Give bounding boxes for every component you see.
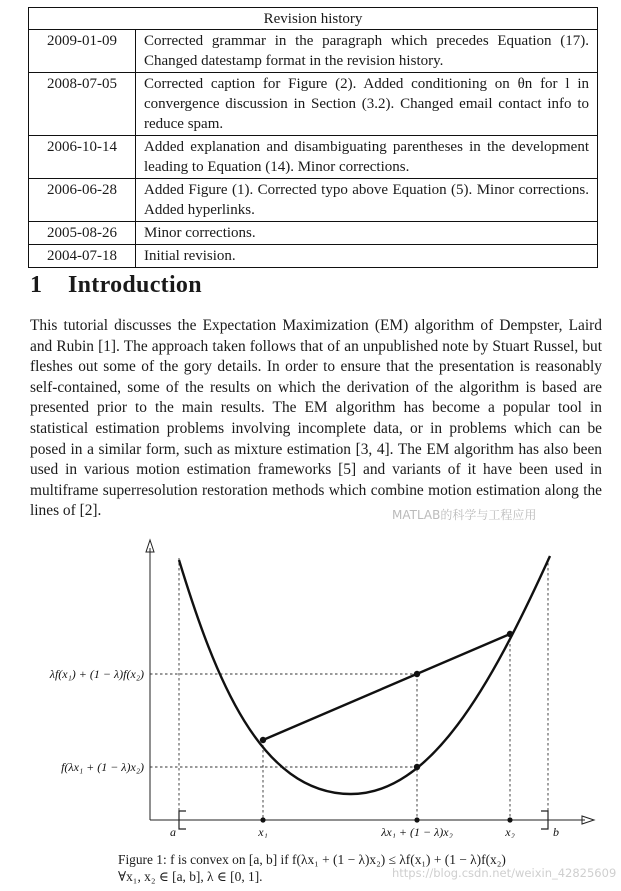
revision-text: Added Figure (1). Corrected typo above Equation (5). Minor corrections. Added hyperlinks. — [136, 179, 598, 222]
section-number: 1 — [30, 272, 43, 298]
y-label-top: λf(x₁) + (1 − λ)f(x₂) — [49, 667, 144, 681]
point-f-x2 — [507, 631, 513, 637]
intro-paragraph: This tutorial discusses the Expectation Maximization (EM) algorithm of Dempster, Laird and Rubin [1]. The approach taken follows that of an unpublished note by Stuart Russel, but fleshes out some of the gory details. In order to ensure that the presentation is reasonably self-contained, some of the results on which the derivation of the algorithm is based are presented prior to the main results. The EM algorithm has become a popular tool in statistical estimation problems involving incomplete data, or in problems which can be posed in a similar form, such as mixture estimation [3, 4]. The EM algorithm has also been used in various motion estimation frameworks [5] and variants of it have been used in multiframe superresolution restoration methods which combine motion estimation along the lines of [2]. — [30, 317, 602, 520]
table-row — [29, 136, 598, 179]
x-label-mid: λx₁ + (1 − λ)x₂ — [381, 825, 453, 838]
tick-mid — [414, 817, 419, 822]
watermark-bottom: https://blog.csdn.net/weixin_42825609 — [392, 866, 617, 880]
section-title: Introduction — [68, 272, 202, 298]
chord-line — [263, 634, 510, 740]
revision-date: 2009-01-09 — [29, 30, 136, 73]
y-label-bottom: f(λx₁ + (1 − λ)x₂) — [61, 760, 144, 774]
table-row — [29, 179, 598, 222]
revision-history-table — [28, 7, 598, 268]
section-heading — [30, 272, 202, 299]
x-label-x2: x₂ — [505, 825, 515, 838]
watermark-top: MATLAB的科学与工程应用 — [392, 508, 537, 522]
table-row — [29, 73, 598, 136]
table-row — [29, 245, 598, 268]
x-label-a: a — [170, 825, 176, 838]
caption-line-2: ∀x₁, x₂ ∈ [a, b], λ ∈ [0, 1]. — [118, 869, 263, 884]
revision-text: Corrected grammar in the paragraph which precedes Equation (17). Changed datestamp format in the revision history. — [136, 30, 598, 73]
tick-x2 — [507, 817, 512, 822]
revision-text: Corrected caption for Figure (2). Added conditioning on θn for l in convergence discussion in Section (3.2). Changed email contact info to reduce spam. — [136, 73, 598, 136]
revision-text: Initial revision. — [136, 245, 598, 268]
revision-date: 2008-07-05 — [29, 73, 136, 136]
convexity-diagram — [0, 538, 621, 838]
revision-history-title: Revision history — [29, 8, 598, 30]
revision-text: Added explanation and disambiguating parentheses in the development leading to Equation (14). Minor corrections. — [136, 136, 598, 179]
convexity-figure — [0, 538, 621, 838]
table-row — [29, 222, 598, 245]
point-f-x1 — [260, 737, 266, 743]
revision-date: 2006-10-14 — [29, 136, 136, 179]
table-row — [29, 30, 598, 73]
revision-date: 2004-07-18 — [29, 245, 136, 268]
convex-curve — [179, 556, 550, 794]
x-label-b: b — [553, 825, 559, 838]
revision-text: Minor corrections. — [136, 222, 598, 245]
point-f-mid — [414, 764, 420, 770]
point-chord-mid — [414, 671, 420, 677]
revision-date: 2005-08-26 — [29, 222, 136, 245]
tick-x1 — [260, 817, 265, 822]
caption-line-1: Figure 1: f is convex on [a, b] if f(λx₁ + (1 − λ)x₂) ≤ λf(x₁) + (1 − λ)f(x₂) — [118, 852, 506, 867]
revision-date: 2006-06-28 — [29, 179, 136, 222]
x-label-x1: x₁ — [258, 825, 268, 838]
